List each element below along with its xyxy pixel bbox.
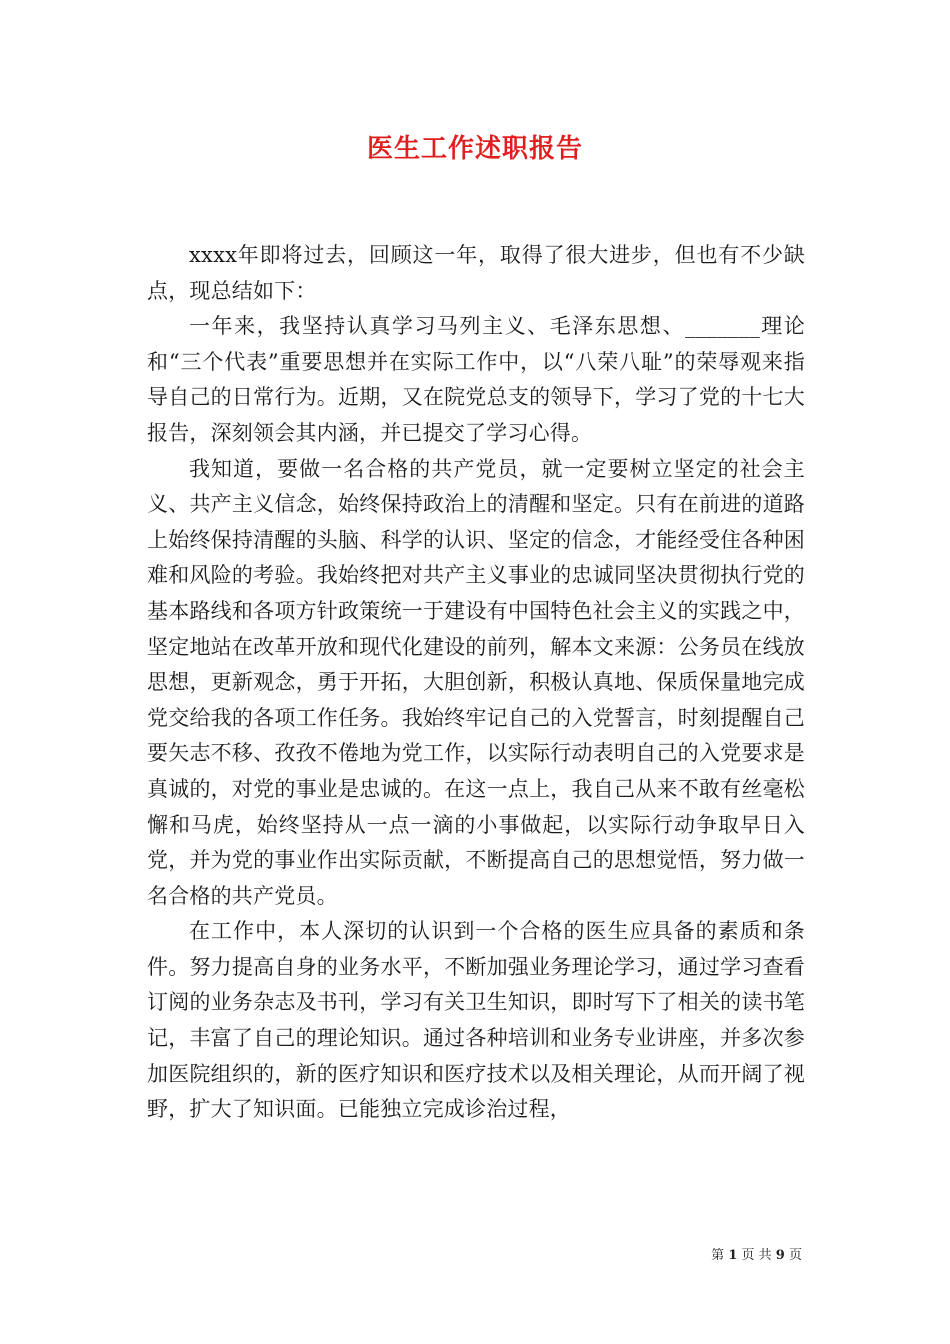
document-title: 医生工作述职报告 [366, 134, 583, 164]
document-body [147, 238, 805, 1128]
footer-current-page: 1 [728, 1248, 738, 1263]
footer-middle: 页 共 [741, 1248, 772, 1263]
footer-total-pages: 9 [775, 1248, 785, 1263]
page-number-footer [711, 1244, 802, 1263]
footer-suffix: 页 [788, 1248, 802, 1263]
paragraph-study: 一年来，我坚持认真学习马列主义、毛泽东思想、_______理论和“三个代表”重要思想并在实际工作中，以“八荣八耻”的荣辱观来指导自己的日常行为。近期，又在院党总支的领导下，学习了党的十七大报告，深刻领会其内涵，并已提交了学习心得。 [147, 314, 805, 445]
footer-prefix: 第 [711, 1248, 725, 1263]
paragraph-intro: xxxx年即将过去，回顾这一年，取得了很大进步，但也有不少缺点，现总结如下： [147, 243, 805, 303]
paragraph-work: 在工作中，本人深切的认识到一个合格的医生应具备的素质和条件。努力提高自身的业务水平，不断加强业务理论学习，通过学习查看订阅的业务杂志及书刊，学习有关卫生知识，即时写下了相关的读书笔记，丰富了自己的理论知识。通过各种培训和业务专业讲座，并多次参加医院组织的，新的医疗知识和医疗技术以及相关理论，从而开阔了视野，扩大了知识面。已能独立完成诊治过程， [147, 919, 805, 1122]
paragraph-party-member: 我知道，要做一名合格的共产党员，就一定要树立坚定的社会主义、共产主义信念，始终保持政治上的清醒和坚定。只有在前进的道路上始终保持清醒的头脑、科学的认识、坚定的信念，才能经受住各种困难和风险的考验。我始终把对共产主义事业的忠诚同坚决贯彻执行党的基本路线和各项方针政策统一于建设有中国特色社会主义的实践之中，坚定地站在改革开放和现代化建设的前列，解本文来源：公务员在线放思想，更新观念，勇于开拓，大胆创新，积极认真地、保质保量地完成党交给我的各项工作任务。我始终牢记自己的入党誓言，时刻提醒自己要矢志不移、孜孜不倦地为党工作，以实际行动表明自己的入党要求是真诚的，对党的事业是忠诚的。在这一点上，我自己从来不敢有丝毫松懈和马虎，始终坚持从一点一滴的小事做起，以实际行动争取早日入党，并为党的事业作出实际贡献，不断提高自己的思想觉悟，努力做一名合格的共产党员。 [147, 456, 805, 908]
